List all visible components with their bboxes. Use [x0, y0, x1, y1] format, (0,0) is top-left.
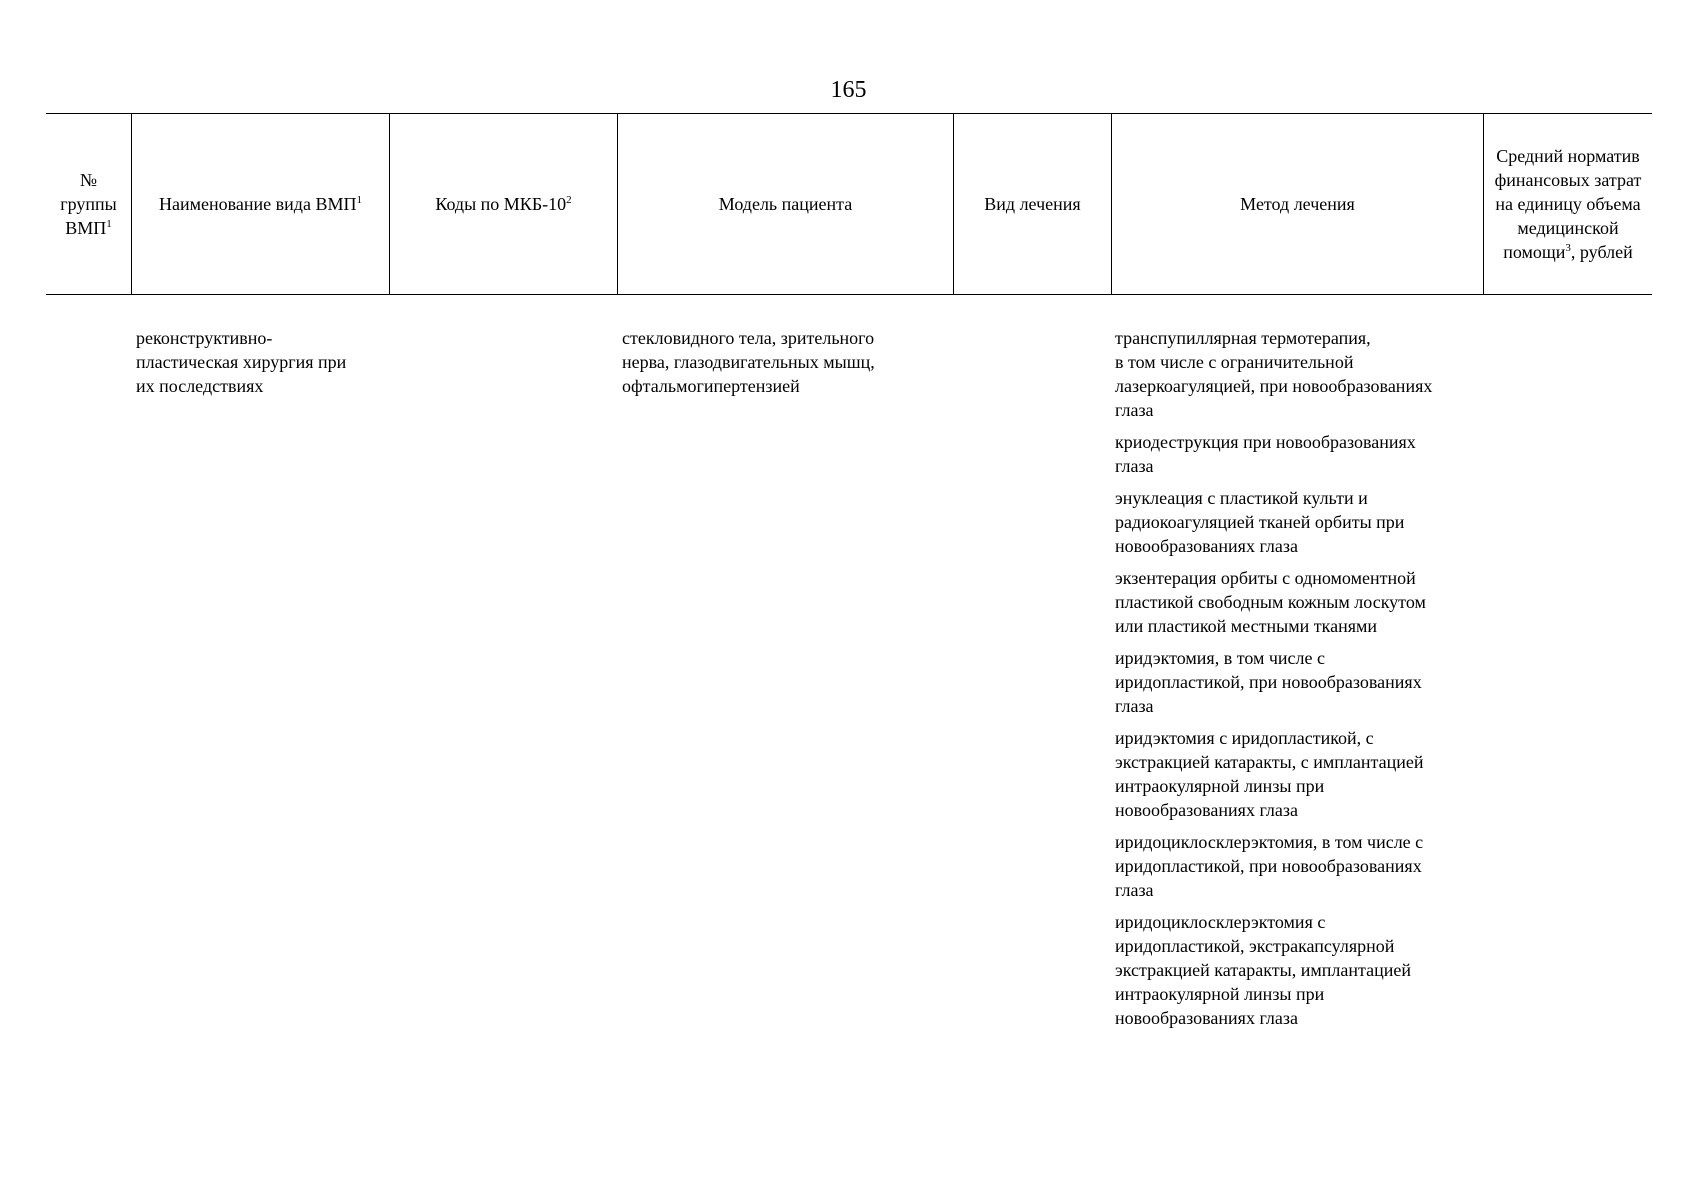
vmp-name-line: пластическая хирургия при	[136, 352, 347, 372]
method-line: иридопластикой, при новообразованиях	[1115, 856, 1422, 876]
cell-patient-model	[622, 326, 952, 398]
page-number: 165	[830, 77, 867, 103]
header-average-cost: Средний норматив финансовых затрат на единицу объема медицинской помощи$^3$, рублей	[1483, 114, 1652, 294]
vmp-name-line: реконструктивно-	[136, 328, 273, 348]
method-line: криодеструкция при новообразованиях	[1115, 432, 1416, 452]
header-group-number-line2: группы	[60, 194, 117, 214]
header-mkb-codes: Коды по МКБ-$10^2$	[389, 114, 617, 294]
method-line: пластикой свободным кожным лоскутом	[1115, 592, 1426, 612]
method-line: новообразованиях глаза	[1115, 800, 1298, 820]
method-item	[1115, 566, 1485, 638]
method-line: экстракцией катаракты, с имплантацией	[1115, 752, 1424, 772]
table-header	[46, 113, 1652, 295]
method-line: глаза	[1115, 456, 1154, 476]
header-patient-model: Модель пациента	[617, 114, 953, 294]
method-line: энуклеация с пластикой культи и	[1115, 488, 1368, 508]
method-item	[1115, 910, 1485, 1030]
method-item	[1115, 326, 1485, 422]
header-group-number-line3: ВМП$^1$	[65, 218, 112, 238]
header-vmp-name: Наименование вида ВМП$^1$	[131, 114, 389, 294]
method-line: новообразованиях глаза	[1115, 536, 1298, 556]
method-line: экстракцией катаракты, имплантацией	[1115, 960, 1411, 980]
method-line: иридопластикой, экстракапсулярной	[1115, 936, 1395, 956]
method-line: глаза	[1115, 696, 1154, 716]
header-treatment-method: Метод лечения	[1111, 114, 1483, 294]
method-item	[1115, 726, 1485, 822]
method-line: глаза	[1115, 400, 1154, 420]
method-line: транспупиллярная термотерапия,	[1115, 328, 1371, 348]
method-line: лазеркоагуляцией, при новообразованиях	[1115, 376, 1433, 396]
vmp-name-line: их последствиях	[136, 376, 264, 396]
header-group-number-line1: №	[79, 170, 98, 190]
method-line: экзентерация орбиты с одномоментной	[1115, 568, 1416, 588]
method-item	[1115, 646, 1485, 718]
header-group-number	[46, 114, 131, 294]
method-line: иридэктомия, в том числе с	[1115, 648, 1326, 668]
method-item	[1115, 830, 1485, 902]
method-item	[1115, 430, 1485, 478]
method-line: в том числе с ограничительной	[1115, 352, 1354, 372]
method-line: новообразованиях глаза	[1115, 1008, 1298, 1028]
method-line: радиокоагуляцией тканей орбиты при	[1115, 512, 1405, 532]
method-item	[1115, 486, 1485, 558]
method-line: глаза	[1115, 880, 1154, 900]
method-line: или пластикой местными тканями	[1115, 616, 1378, 636]
method-line: иридэктомия с иридопластикой, с	[1115, 728, 1374, 748]
method-line: иридопластикой, при новообразованиях	[1115, 672, 1422, 692]
method-line: интраокулярной линзы при	[1115, 776, 1325, 796]
method-line: интраокулярной линзы при	[1115, 984, 1325, 1004]
method-line: иридоциклосклерэктомия с	[1115, 912, 1326, 932]
header-treatment-type: Вид лечения	[953, 114, 1111, 294]
cell-treatment-methods	[1115, 326, 1485, 1038]
patient-model-line: офтальмогипертензией	[622, 376, 800, 396]
cell-vmp-name	[136, 326, 386, 398]
method-line: иридоциклосклерэктомия, в том числе с	[1115, 832, 1424, 852]
patient-model-line: нерва, глазодвигательных мышц,	[622, 352, 875, 372]
patient-model-line: стекловидного тела, зрительного	[622, 328, 875, 348]
